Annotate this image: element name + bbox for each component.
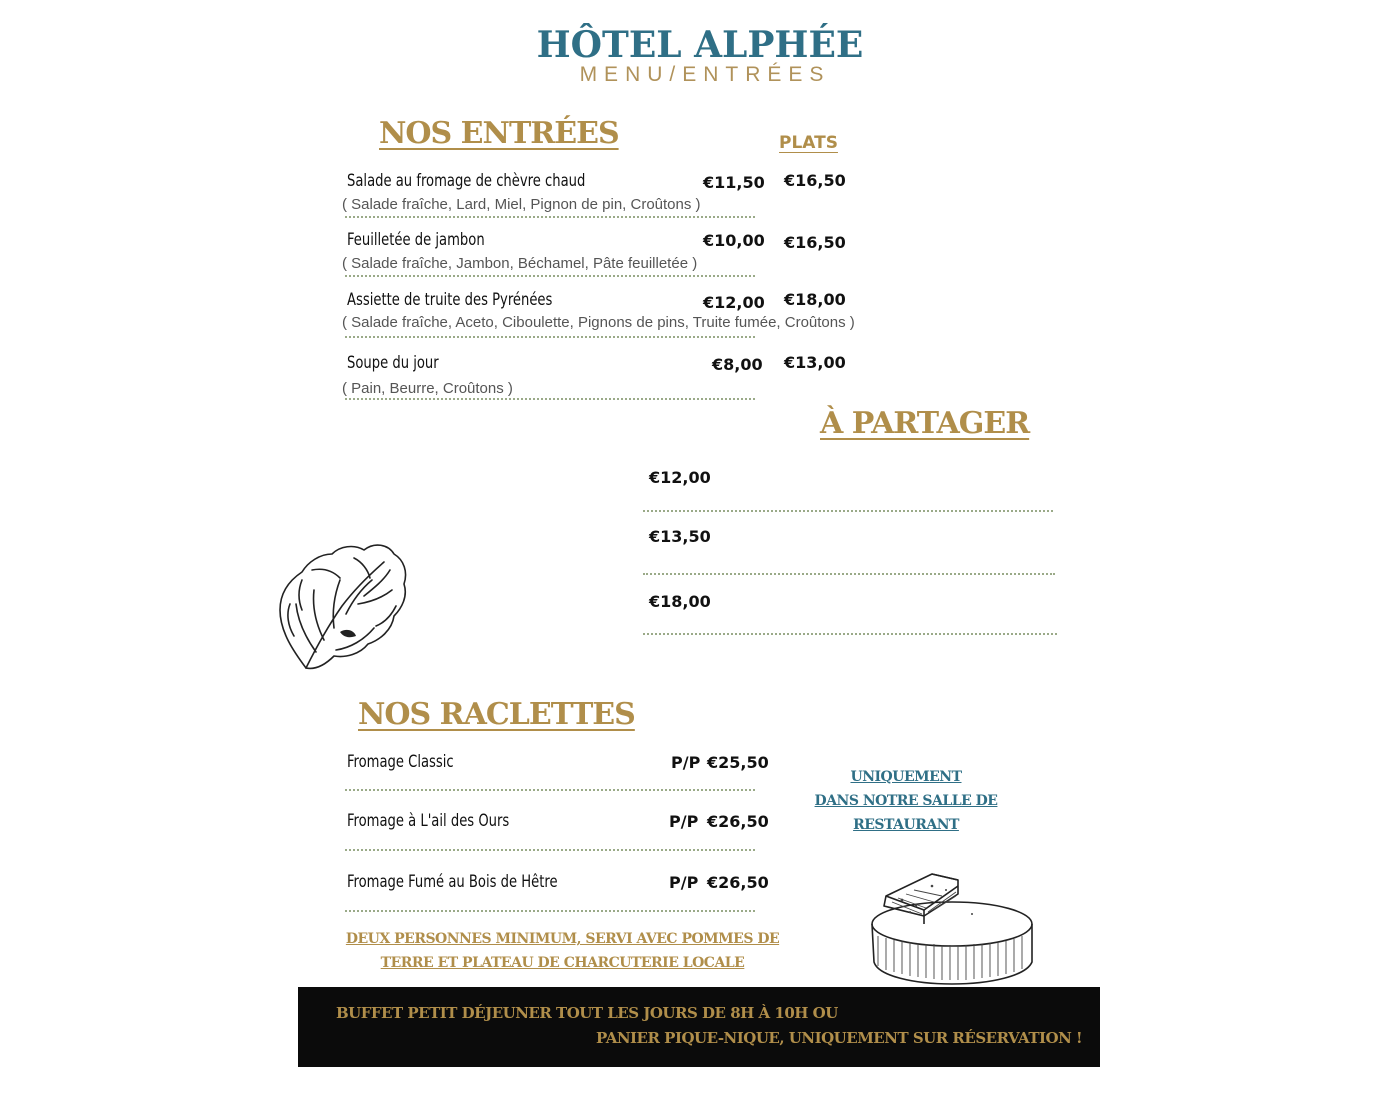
entree-price: €8,00 [712, 355, 763, 374]
raclette-price: €26,50 [707, 812, 769, 831]
dotted-divider [643, 573, 1055, 575]
raclettes-title: NOS RACLETTES [358, 697, 635, 732]
partager-title: À PARTAGER [820, 406, 1030, 441]
plat-price: €16,50 [784, 171, 846, 190]
dish-name: Fromage Classic [347, 752, 454, 772]
dish-name: Fromage à L'ail des Ours [347, 811, 510, 831]
dish-name: Assiette de truite des Pyrénées [347, 290, 553, 310]
dish-name: Salade au fromage de chèvre chaud [347, 171, 586, 191]
plats-column-header: PLATS [779, 133, 838, 153]
per-person-label: P/P [671, 753, 701, 772]
dotted-divider [345, 336, 755, 338]
raclette-note-line2: TERRE ET PLATEAU DE CHARCUTERIE LOCALE [380, 955, 745, 971]
dish-description: ( Salade fraîche, Aceto, Ciboulette, Pignons de pins, Truite fumée, Croûtons ) [342, 314, 855, 331]
per-person-label: P/P [669, 873, 699, 892]
dotted-divider [345, 216, 755, 218]
dotted-divider [345, 910, 755, 912]
notice-line2: DANS NOTRE SALLE DE [814, 793, 998, 809]
partager-price: €12,00 [649, 468, 711, 487]
dotted-divider [643, 633, 1057, 635]
footer-line1: BUFFET PETIT DÉJEUNER TOUT LES JOURS DE 8H À 10H OU [336, 1004, 838, 1022]
plat-price: €18,00 [784, 290, 846, 309]
dish-name: Soupe du jour [347, 353, 439, 373]
partager-price: €13,50 [649, 527, 711, 546]
dish-description: ( Salade fraîche, Lard, Miel, Pignon de pin, Croûtons ) [342, 196, 701, 213]
restaurant-only-notice [796, 765, 1016, 837]
footer-banner [298, 987, 1100, 1067]
entree-price: €10,00 [703, 231, 765, 250]
partager-price: €18,00 [649, 592, 711, 611]
raclette-price: €25,50 [707, 753, 769, 772]
dish-name: Fromage Fumé au Bois de Hêtre [347, 872, 558, 892]
per-person-label: P/P [669, 812, 699, 831]
raclette-note-line1: DEUX PERSONNES MINIMUM, SERVI AVEC POMMES DE [345, 931, 780, 947]
raclette-note [330, 927, 795, 975]
footer-line2: PANIER PIQUE-NIQUE, UNIQUEMENT SUR RÉSERVATION ! [596, 1029, 1083, 1047]
hotel-name: HÔTEL ALPHÉE [536, 24, 864, 66]
plat-price: €13,00 [784, 353, 846, 372]
notice-line1: UNIQUEMENT [850, 769, 962, 785]
menu-subtitle: MENU/ENTRÉES [579, 63, 831, 86]
dish-description: ( Salade fraîche, Jambon, Béchamel, Pâte feuilletée ) [342, 255, 698, 272]
dotted-divider [345, 275, 755, 277]
entrees-title: NOS ENTRÉES [379, 116, 619, 151]
dotted-divider [345, 398, 755, 400]
cheese-wheel-icon [862, 866, 1038, 988]
entree-price: €11,50 [703, 173, 765, 192]
plat-price: €16,50 [784, 233, 846, 252]
raclette-price: €26,50 [707, 873, 769, 892]
dish-name: Feuilletée de jambon [347, 230, 485, 250]
entree-price: €12,00 [703, 293, 765, 312]
notice-line3: RESTAURANT [853, 817, 959, 833]
lettuce-icon [276, 540, 410, 674]
dotted-divider [643, 510, 1053, 512]
dotted-divider [345, 789, 755, 791]
dotted-divider [345, 849, 755, 851]
dish-description: ( Pain, Beurre, Croûtons ) [342, 380, 513, 397]
